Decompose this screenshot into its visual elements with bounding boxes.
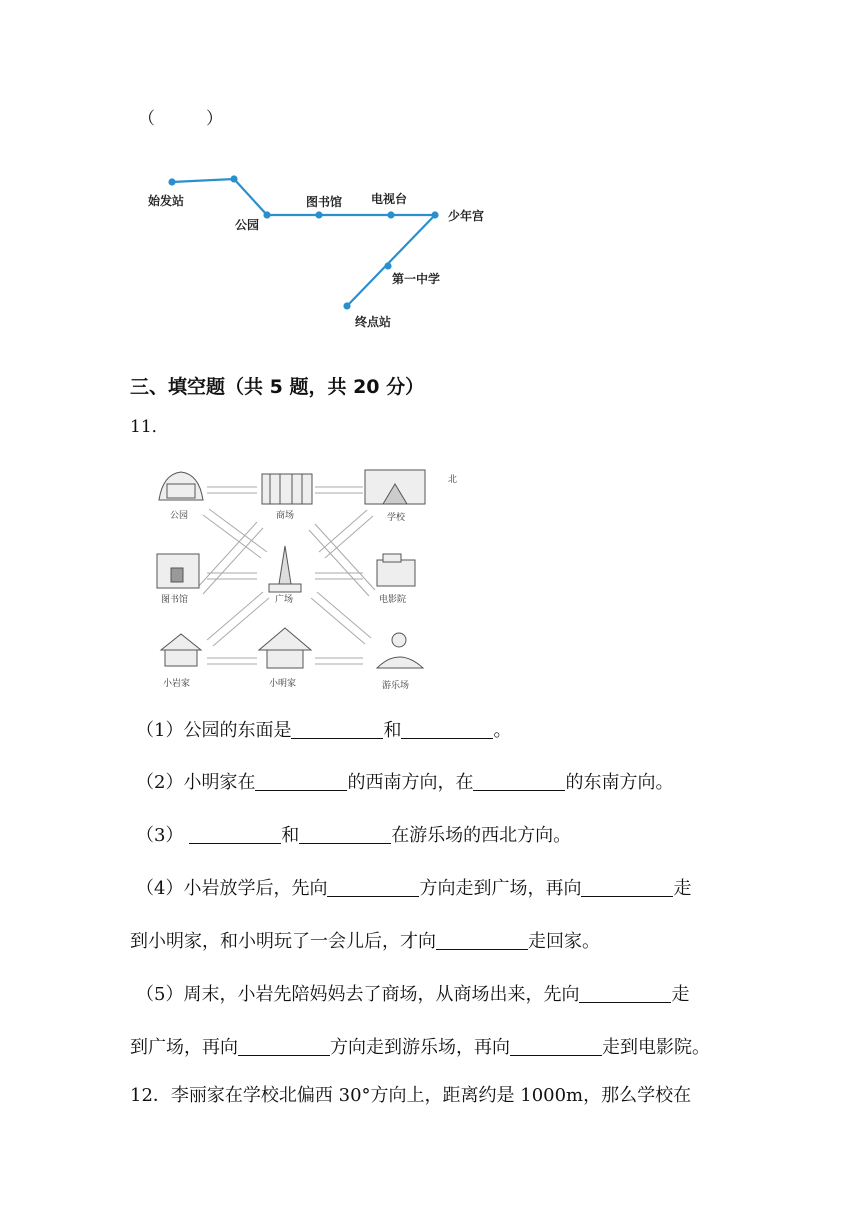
map-park-label: 公园 [170,511,189,521]
q11-part-5: （5）周末，小岩先陪妈妈去了商场，从商场出来，先向 走 [136,984,690,1005]
xiaoyan-home-icon [161,634,201,666]
mall-icon [262,474,312,504]
station-end-label: 终点站 [355,315,392,329]
map-xiaoyan-home-label: 小岩家 [163,679,191,689]
station-library-label: 图书馆 [306,195,343,209]
section-title: 三、填空题（共 5 题，共 20 分） [130,376,425,398]
answer-blank[interactable] [510,1036,602,1056]
xiaoming-home-icon [259,628,311,668]
map-mall-label: 商场 [276,511,295,521]
town-direction-map [145,460,465,692]
answer-blank[interactable] [189,824,281,844]
station-dot [384,262,391,269]
station-dot [431,211,438,218]
answer-blank[interactable] [579,983,671,1003]
map-north-label: 北 [448,475,458,485]
amusement-park-icon [377,633,423,668]
station-dot [343,302,350,309]
q11-part-4-cont: 到小明家，和小明玩了一会儿后，才向 走回家。 [130,931,600,952]
library-icon [157,554,199,588]
answer-blank[interactable] [327,877,419,897]
station-park-label: 公园 [235,218,260,232]
map-cinema-label: 电影院 [379,595,407,605]
answer-blank[interactable] [581,877,673,897]
q11-part-5-cont: 到广场，再向 方向走到游乐场，再向 走到电影院。 [130,1037,710,1058]
map-school-label: 学校 [387,513,406,523]
answer-blank[interactable] [255,771,347,791]
station-dot [315,211,322,218]
square-monument-icon [269,546,301,592]
station-dot [387,211,394,218]
answer-blank[interactable] [299,824,391,844]
answer-blank[interactable] [436,930,528,950]
q11-part-3: （3） 和 在游乐场的西北方向。 [136,825,572,846]
answer-blank[interactable] [401,719,493,739]
cinema-icon [377,554,415,586]
station-dot [230,175,237,182]
station-dot [263,211,270,218]
q11-part-4: （4）小岩放学后，先向 方向走到广场，再向 走 [136,878,692,899]
q11-part-1: （1）公园的东面是 和 。 [136,720,512,741]
answer-blank[interactable] [291,719,383,739]
station-tv-label: 电视台 [371,192,408,206]
q11-part-2: （2）小明家在 的西南方向，在 的东南方向。 [136,772,674,793]
station-youth-palace-label: 少年宫 [448,209,485,223]
station-start-label: 始发站 [148,194,185,208]
map-amusement-label: 游乐场 [382,681,410,691]
question-11-number: 11． [130,417,169,437]
station-school1-label: 第一中学 [392,272,441,286]
answer-blank[interactable] [238,1036,330,1056]
park-icon [159,472,203,500]
bus-route-map [140,160,520,340]
map-xiaoming-home-label: 小明家 [269,679,297,689]
answer-blank[interactable] [473,771,565,791]
map-square-label: 广场 [275,595,294,605]
station-dot [168,178,175,185]
map-library-label: 图书馆 [161,595,189,605]
answer-parentheses: （ ） [138,109,223,129]
school-icon [365,470,425,504]
question-12: 12．李丽家在学校北偏西 30°方向上，距离约是 1000m，那么学校在 [130,1085,692,1106]
